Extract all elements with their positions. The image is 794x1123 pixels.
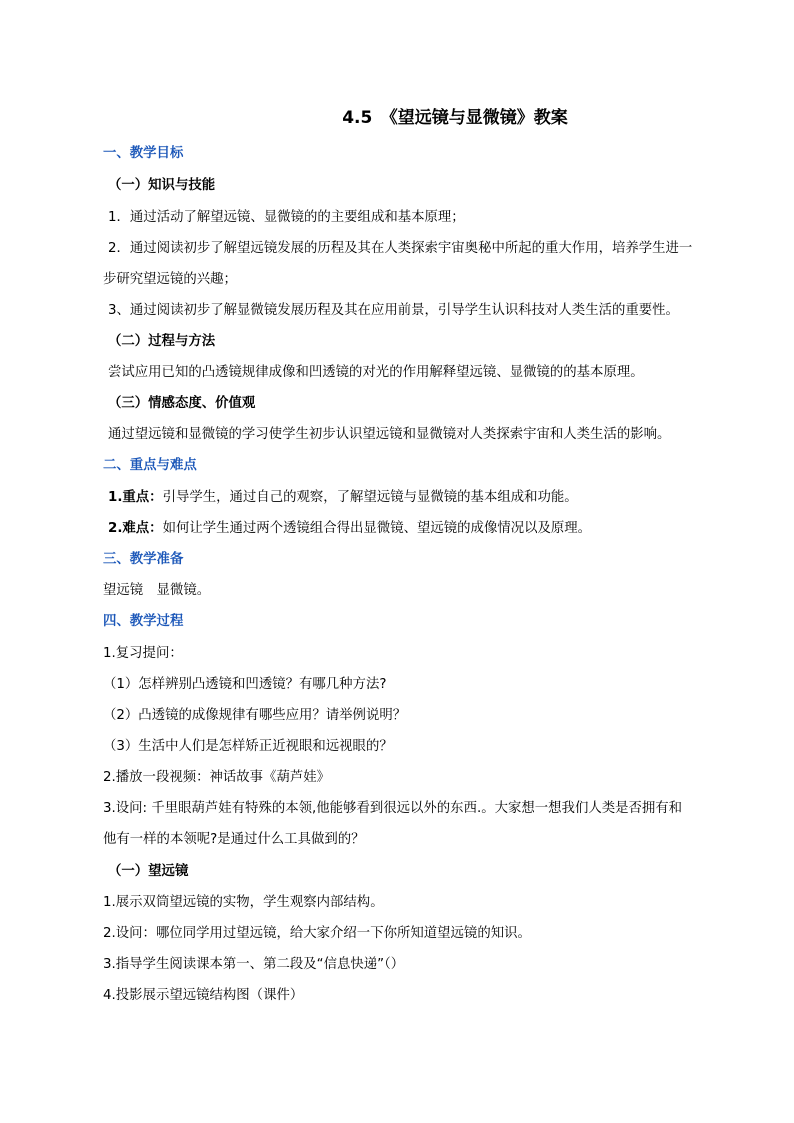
section-heading-preparation: 三、教学准备 <box>103 552 184 567</box>
paragraph: 1.复习提问： <box>103 646 183 661</box>
paragraph: 1．通过活动了解望远镜、显微镜的的主要组成和基本原理； <box>108 210 465 225</box>
paragraph: （2）凸透镜的成像规律有哪些应用？请举例说明？ <box>103 708 407 723</box>
section-heading-key-points: 二、重点与难点 <box>103 458 197 473</box>
paragraph: （1）怎样辨别凸透镜和凹透镜？有哪几种方法? <box>103 677 387 692</box>
paragraph: 4.投影展示望远镜结构图（课件） <box>103 988 304 1003</box>
paragraph: 尝试应用已知的凸透镜规律成像和凹透镜的对光的作用解释望远镜、显微镜的的基本原理。 <box>108 365 644 380</box>
key-point-line <box>108 489 578 507</box>
difficult-point-text: 如何让学生通过两个透镜组合得出显微镜、望远镜的成像情况以及原理。 <box>162 521 592 536</box>
document-title: 4.5 《望远镜与显微镜》教案 <box>342 108 568 128</box>
paragraph: 2.设问：哪位同学用过望远镜，给大家介绍一下你所知道望远镜的知识。 <box>103 926 531 941</box>
paragraph: 2．通过阅读初步了解望远镜发展的历程及其在人类探索宇宙奥秘中所起的重大作用，培养学生进一 <box>108 241 693 256</box>
paragraph: 步研究望远镜的兴趣； <box>103 272 237 287</box>
section-heading-teaching-process: 四、教学过程 <box>103 614 184 629</box>
key-point-text: 引导学生，通过自己的观察，了解望远镜与显微镜的基本组成和功能。 <box>162 490 578 505</box>
difficult-point-line <box>108 520 591 538</box>
section-heading-objectives: 一、教学目标 <box>103 146 184 161</box>
key-point-label: 1.重点： <box>108 490 163 505</box>
paragraph: 2.播放一段视频：神话故事《葫芦娃》 <box>103 770 331 785</box>
paragraph: 1.展示双筒望远镜的实物，学生观察内部结构。 <box>103 895 384 910</box>
paragraph: 望远镜 显微镜。 <box>103 583 211 598</box>
paragraph: 3、通过阅读初步了解显微镜发展历程及其在应用前景，引导学生认识科技对人类生活的重要性。 <box>108 303 679 318</box>
subheading-knowledge-skills: （一）知识与技能 <box>108 178 216 193</box>
difficult-point-label: 2.难点： <box>108 521 163 536</box>
paragraph: 3.指导学生阅读课本第一、第二段及“信息快递”（） <box>103 957 405 972</box>
paragraph: 通过望远镜和显微镜的学习使学生初步认识望远镜和显微镜对人类探索宇宙和人类生活的影响。 <box>108 427 671 442</box>
paragraph: （3）生活中人们是怎样矫正近视眼和远视眼的？ <box>103 739 393 754</box>
subheading-attitudes-values: （三）情感态度、价值观 <box>108 396 256 411</box>
paragraph: 3.设问: 千里眼葫芦娃有特殊的本领,他能够看到很远以外的东西.。大家想一想我们人类是否拥有和 <box>103 801 683 816</box>
paragraph: 他有一样的本领呢?是通过什么工具做到的？ <box>103 832 365 847</box>
subheading-telescope: （一）望远镜 <box>108 864 189 879</box>
subheading-process-methods: （二）过程与方法 <box>108 334 216 349</box>
